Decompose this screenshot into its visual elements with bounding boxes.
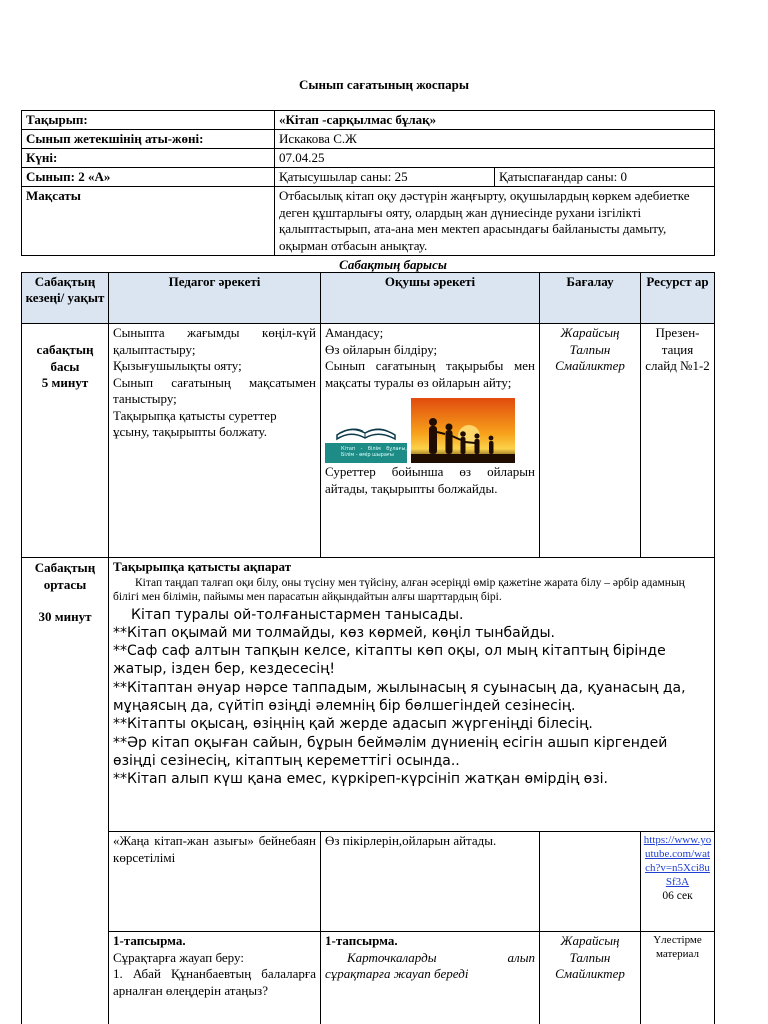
quote-item: **Кітаптан әнуар нәрсе таппадым, жылынасың я суынасың да, қуанасың да, мұңаясың да, сүйтіп өзіңді әлемнің бір бөлшегіндей сезінесің. (113, 679, 686, 714)
stage-middle (22, 558, 109, 1024)
teacher-item: Сынып сағатының мақсатымен таныстыру; (113, 374, 316, 406)
family-image (411, 398, 515, 463)
family-silhouette-icon (411, 398, 515, 463)
student-beginning (321, 324, 540, 558)
teacher-task1 (109, 932, 321, 1024)
book-image-caption: Кітап - білім бұлағы, Білім - өмір шырағы (325, 443, 407, 463)
student-item: Амандасу; (325, 325, 384, 340)
student-item: Өз ойларын білдіру; (325, 341, 438, 357)
teacher-value: Искакова С.Ж (275, 130, 715, 149)
topic-info-heading: Тақырыпқа қатысты ақпарат (113, 559, 292, 574)
teacher-task1-text: Сұрақтарға жауап беру: (113, 949, 244, 965)
info-table (21, 110, 715, 256)
goal-label: Мақсаты (22, 187, 275, 256)
col-teacher: Педагог әрекеті (109, 273, 321, 324)
resource-task1: Үлестірме материал (641, 932, 715, 1024)
date-value: 07.04.25 (275, 149, 715, 168)
student-task1-heading: 1-тапсырма. (325, 933, 398, 948)
row-beginning (22, 324, 715, 558)
assessment-task1: Жарайсың Талпын Смайликтер (540, 932, 641, 1024)
video-duration: 06 сек (662, 890, 693, 902)
student-task1 (321, 932, 540, 1024)
teacher-item: Тақырыпқа қатысты суреттер ұсыну, тақырыпты болжату. (113, 407, 277, 439)
teacher-task1-heading: 1-тапсырма. (113, 933, 186, 948)
quote-item: **Кітап алып күш қана емес, күркіреп-күрсініп жатқан өмірдің өзі. (113, 771, 609, 788)
open-book-icon (325, 417, 407, 443)
book-image (325, 417, 407, 463)
col-resource: Ресурст ар (641, 273, 715, 324)
lesson-table (21, 272, 715, 1024)
assessment-video-empty (540, 832, 641, 932)
teacher-video: «Жаңа кітап-жан азығы» бейнебаян көрсетілімі (109, 832, 321, 932)
col-student: Оқушы әрекеті (321, 273, 540, 324)
quote-item: **Әр кітап оқыған сайын, бұрын беймәлім дүниенің есігін ашып кіргендей өзіңді сезінесің, кітаптың кереметтігі осында.. (113, 734, 668, 769)
teacher-task1-question: 1. Абай Құнанбаевтың балаларға арналған өлеңдерін атаңыз? (113, 966, 316, 998)
row-video (22, 832, 715, 932)
class-label: Сынып: 2 «А» (22, 168, 275, 187)
stage-beginning-label: сабақтың басы (36, 342, 94, 374)
stage-middle-label: Сабақтың ортасы (34, 560, 96, 592)
student-video: Өз пікірлерін,ойларын айтады. (321, 832, 540, 932)
quote-item: **Кітап оқымай ми толмайды, көз көрмей, көңіл тынбайды. (113, 624, 555, 641)
quote-item: **Кітапты оқысаң, өзіңнің қай жерде адасып жүргеніңді білесің. (113, 716, 593, 733)
topic-info-intro: Кітап таңдап талғап оқи білу, оны түсіну мен түйсіну, алған әсеріңді өмір қажетіне жарата білу – әрбір адамның білігі мен білімін, пайымы мен парасатын айқындайтын алғы шарттардың бірі. (113, 576, 685, 603)
document-title: Сынып сағатының жоспары (298, 77, 470, 92)
teacher-item: Сыныпта жағымды көңіл-күй қалыптастыру; (113, 325, 316, 357)
stage-beginning-time: 5 минут (41, 375, 89, 390)
student-task1-text: Карточкаларды алып сұрақтарға жауап береді (325, 949, 535, 981)
present-count: Қатысушылар саны: 25 (275, 168, 495, 187)
absent-count: Қатыспағандар саны: 0 (495, 168, 715, 187)
goal-value: Отбасылық кітап оқу дәстүрін жаңғырту, оқушылардың көркем әдебиетке деген құштарлығы ояту, олардың жан дүниесінде рухани ізгілікті қалыптастырып, ата-ана мен мектеп арасындағы байланысты дамыту, оқырман отбасын анықтау. (275, 187, 715, 256)
student-item: Суреттер бойынша өз ойларын айтады, тақырыпты болжайды. (325, 464, 535, 496)
video-link[interactable]: https://www.youtube.com/watch?v=n5Xci8uSf3A (643, 834, 712, 888)
topic-value: «Кітап -сарқылмас бұлақ» (275, 111, 715, 130)
student-item: Сынып сағатының тақырыбы мен мақсаты туралы өз ойларын айту; (325, 358, 535, 390)
row-task1 (22, 932, 715, 1024)
quote-item: Кітап туралы ой-толғаныстармен танысады. (131, 606, 464, 623)
date-label: Күні: (22, 149, 275, 168)
col-stage: Сабақтың кезеңі/ уақыт (22, 273, 109, 324)
teacher-beginning (109, 324, 321, 558)
resource-video (641, 832, 715, 932)
stage-beginning (22, 324, 109, 558)
row-middle (22, 558, 715, 832)
topic-info-cell (109, 558, 715, 832)
assessment-beginning: Жарайсың Талпын Смайликтер (540, 324, 641, 558)
teacher-item: Қызығушылықты ояту; (113, 358, 242, 373)
resource-beginning: Презен-тация слайд №1-2 (641, 324, 715, 558)
quote-item: **Саф саф алтын тапқын келсе, кітапты көп оқы, ол мың кітаптың бірінде жатыр, ізден бер, кездесесің! (113, 643, 666, 678)
topic-pictures (325, 398, 535, 463)
teacher-label: Сынып жетекшінің аты-жөні: (22, 130, 275, 149)
flow-caption: Сабақтың барысы (339, 257, 447, 272)
stage-middle-time: 30 минут (38, 609, 92, 624)
topic-label: Тақырып: (22, 111, 275, 130)
col-assessment: Бағалау (540, 273, 641, 324)
